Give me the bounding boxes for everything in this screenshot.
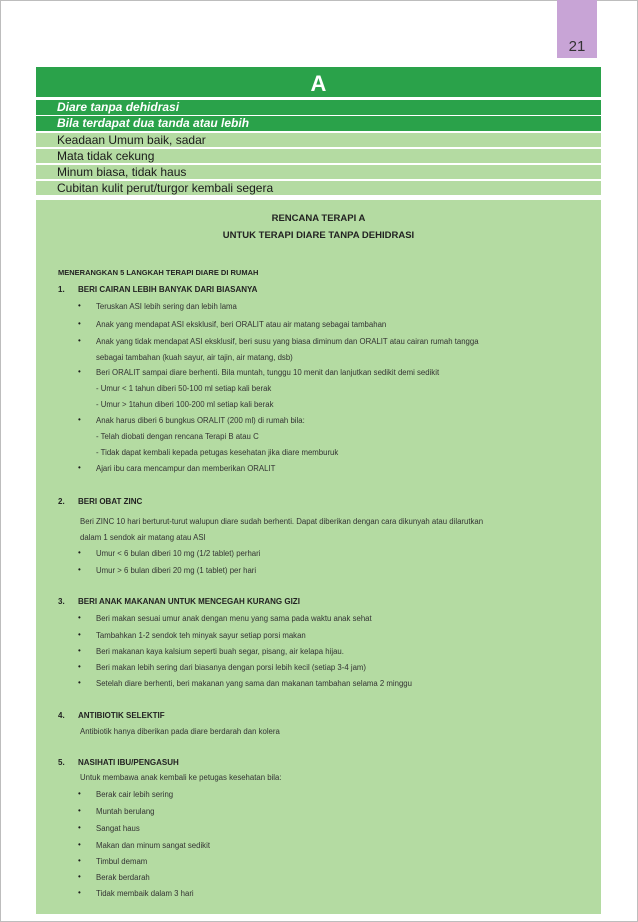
list-item: Beri makan lebih sering dari biasanya dengan porsi lebih kecil (setiap 3-4 jam) bbox=[96, 663, 367, 672]
bullet-icon bbox=[78, 463, 81, 472]
list-item: Tambahkan 1-2 sendok teh minyak sayur setiap porsi makan bbox=[96, 631, 306, 640]
bullet-icon bbox=[78, 662, 81, 671]
section-number: 2. bbox=[58, 497, 65, 506]
subtitle-no-dehydration: Diare tanpa dehidrasi bbox=[36, 100, 601, 115]
list-item: Anak yang tidak mendapat ASI eksklusif, beri susu yang biasa diminum dan ORALIT atau cairan rumah tangga bbox=[96, 337, 479, 346]
bullet-icon bbox=[78, 856, 81, 865]
bullet-icon bbox=[78, 565, 81, 574]
list-sub-item: - Tidak dapat kembali kepada petugas kesehatan jika diare memburuk bbox=[96, 448, 339, 457]
section-title: BERI ANAK MAKANAN UNTUK MENCEGAH KURANG GIZI bbox=[78, 597, 300, 606]
subtitle-two-signs: Bila terdapat dua tanda atau lebih bbox=[36, 116, 601, 131]
header-letter: A bbox=[36, 67, 601, 97]
bullet-icon bbox=[78, 678, 81, 687]
bullet-icon bbox=[78, 806, 81, 815]
paragraph-line: dalam 1 sendok air matang atau ASI bbox=[80, 533, 206, 542]
bullet-icon bbox=[78, 872, 81, 881]
bullet-icon bbox=[78, 336, 81, 345]
list-item: Tidak membaik dalam 3 hari bbox=[96, 889, 194, 898]
list-item: Berak berdarah bbox=[96, 873, 150, 882]
section-title: ANTIBIOTIK SELEKTIF bbox=[78, 711, 165, 720]
list-item: Beri makan sesuai umur anak dengan menu yang sama pada waktu anak sehat bbox=[96, 614, 372, 623]
paragraph-line: Untuk membawa anak kembali ke petugas kesehatan bila: bbox=[80, 773, 282, 782]
plan-subtitle: UNTUK TERAPI DIARE TANPA DEHIDRASI bbox=[222, 230, 415, 241]
criterion-1: Keadaan Umum baik, sadar bbox=[36, 132, 601, 147]
list-item: Sangat haus bbox=[96, 824, 140, 833]
plan-intro: MENERANGKAN 5 LANGKAH TERAPI DIARE DI RUMAH bbox=[58, 268, 259, 277]
criterion-3: Minum biasa, tidak haus bbox=[36, 164, 601, 179]
list-item: Ajari ibu cara mencampur dan memberikan ORALIT bbox=[96, 464, 276, 473]
list-item: Umur > 6 bulan diberi 20 mg (1 tablet) per hari bbox=[96, 566, 257, 575]
bullet-icon bbox=[78, 367, 81, 376]
list-sub-item: - Umur < 1 tahun diberi 50-100 ml setiap kali berak bbox=[96, 384, 272, 393]
list-item: Berak cair lebih sering bbox=[96, 790, 174, 799]
bullet-icon bbox=[78, 613, 81, 622]
plan-title: RENCANA TERAPI A bbox=[271, 213, 366, 224]
list-sub-item: - Telah diobati dengan rencana Terapi B atau C bbox=[96, 432, 259, 441]
list-item: Anak harus diberi 6 bungkus ORALIT (200 ml) di rumah bila: bbox=[96, 416, 305, 425]
section-number: 3. bbox=[58, 597, 65, 606]
list-item: Teruskan ASI lebih sering dan lebih lama bbox=[96, 302, 237, 311]
list-item: Timbul demam bbox=[96, 857, 148, 866]
section-number: 4. bbox=[58, 711, 65, 720]
bullet-icon bbox=[78, 630, 81, 639]
list-item: Muntah berulang bbox=[96, 807, 155, 816]
bullet-icon bbox=[78, 301, 81, 310]
list-item-continued: sebagai tambahan (kuah sayur, air tajin, air matang, dsb) bbox=[96, 353, 293, 362]
bullet-icon bbox=[78, 415, 81, 424]
list-item: Beri makanan kaya kalsium seperti buah segar, pisang, air kelapa hijau. bbox=[96, 647, 344, 656]
section-title: BERI CAIRAN LEBIH BANYAK DARI BIASANYA bbox=[78, 285, 258, 294]
section-number: 5. bbox=[58, 758, 65, 767]
bullet-icon bbox=[78, 823, 81, 832]
list-item: Umur < 6 bulan diberi 10 mg (1/2 tablet) perhari bbox=[96, 549, 261, 558]
bullet-icon bbox=[78, 319, 81, 328]
criterion-2: Mata tidak cekung bbox=[36, 148, 601, 163]
list-item: Makan dan minum sangat sedikit bbox=[96, 841, 210, 850]
section-number: 1. bbox=[58, 285, 65, 294]
list-item: Anak yang mendapat ASI eksklusif, beri ORALIT atau air matang sebagai tambahan bbox=[96, 320, 387, 329]
criterion-4: Cubitan kulit perut/turgor kembali segera bbox=[36, 180, 601, 195]
paragraph-line: Beri ZINC 10 hari berturut-turut walupun diare sudah berhenti. Dapat diberikan dengan cara dikunyah atau dilarutkan bbox=[80, 517, 484, 526]
section-title: NASIHATI IBU/PENGASUH bbox=[78, 758, 179, 767]
section-title: BERI OBAT ZINC bbox=[78, 497, 143, 506]
list-item: Setelah diare berhenti, beri makanan yang sama dan makanan tambahan selama 2 minggu bbox=[96, 679, 412, 688]
bullet-icon bbox=[78, 548, 81, 557]
bullet-icon bbox=[78, 840, 81, 849]
bullet-icon bbox=[78, 646, 81, 655]
bullet-icon bbox=[78, 789, 81, 798]
bullet-icon bbox=[78, 888, 81, 897]
page-number: 21 bbox=[568, 38, 586, 55]
list-sub-item: - Umur > 1tahun diberi 100-200 ml setiap kali berak bbox=[96, 400, 274, 409]
list-item: Beri ORALIT sampai diare berhenti. Bila muntah, tunggu 10 menit dan lanjutkan sedikit demi sedikit bbox=[96, 368, 440, 377]
paragraph-line: Antibiotik hanya diberikan pada diare berdarah dan kolera bbox=[80, 727, 280, 736]
